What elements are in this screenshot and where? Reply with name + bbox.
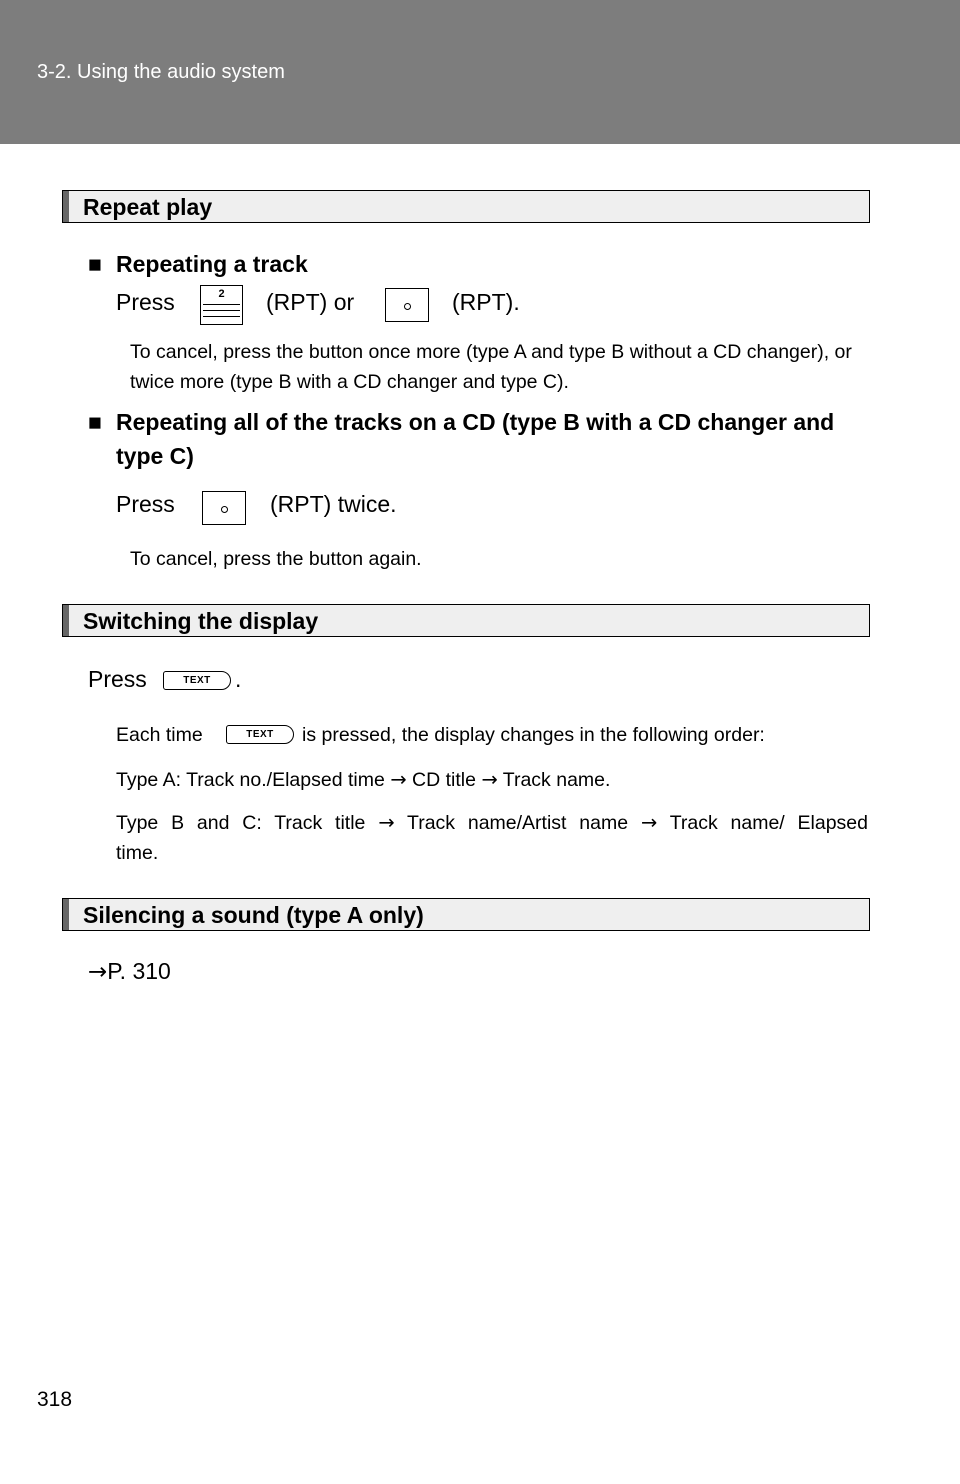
rpt-label: (RPT).: [452, 289, 520, 315]
subheading-repeat-track: [88, 247, 878, 281]
section-title: Silencing a sound (type A only): [83, 902, 424, 928]
section-title-bar: [62, 898, 870, 931]
rpt-button-icon: [202, 491, 246, 525]
page-reference[interactable]: [88, 958, 171, 985]
page-number: 318: [37, 1388, 73, 1411]
section-marker: [63, 605, 69, 636]
page-reference-text: P. 310: [107, 958, 171, 984]
bullet-square-icon: ■: [88, 409, 102, 435]
type-a-item: Track name.: [502, 769, 611, 791]
each-time-text: Each time: [116, 724, 203, 746]
section-marker: [63, 191, 69, 222]
type-bc-order: [116, 808, 868, 868]
each-time-rest: is pressed, the display changes in the following order:: [302, 724, 765, 746]
section-title: Switching the display: [83, 608, 319, 634]
type-a-order: [116, 765, 610, 795]
section-title-bar: [62, 604, 870, 637]
preset-number: 2: [218, 288, 225, 300]
press-text: Press: [88, 666, 147, 692]
subheading-text: Repeating a track: [116, 251, 308, 277]
rpt-button-icon: [385, 288, 429, 322]
type-bc-label: Type B and C: Track title: [116, 812, 366, 834]
section-title: Repeat play: [83, 194, 213, 220]
note-cancel-again: To cancel, press the button again.: [130, 548, 422, 570]
text-button-icon: TEXT: [226, 725, 294, 744]
arrow-right-icon: →: [390, 768, 407, 791]
press-period: .: [235, 666, 242, 692]
subheading-text: Repeating all of the tracks on a CD (type B with a CD changer and type C): [116, 409, 835, 469]
bullet-square-icon: ■: [88, 251, 102, 277]
arrow-right-icon: →: [88, 959, 108, 985]
rpt-label: (RPT) twice.: [270, 491, 397, 517]
press-text: Press: [116, 491, 175, 517]
running-head: 3-2. Using the audio system: [37, 61, 285, 83]
press-text: Press: [116, 289, 175, 315]
text-button-icon: TEXT: [163, 671, 231, 690]
note-cancel-repeat: To cancel, press the button once more (type A and type B without a CD changer), or twice more (type B with a CD changer and type C).: [130, 341, 852, 393]
arrow-right-icon: →: [481, 768, 498, 791]
type-bc-item: Track name/ Elapsed time.: [116, 812, 868, 864]
rpt-label: (RPT) or: [266, 289, 355, 315]
type-a-label: Type A: Track no./Elapsed time: [116, 769, 385, 791]
type-bc-item: Track name/Artist name: [407, 812, 629, 834]
arrow-right-icon: →: [378, 811, 395, 834]
preset-2-button-icon: [200, 285, 243, 325]
subheading-repeat-all: [88, 405, 878, 473]
type-a-item: CD title: [412, 769, 476, 791]
section-marker: [63, 899, 69, 930]
section-title-bar: [62, 190, 870, 223]
arrow-right-icon: →: [640, 811, 658, 834]
